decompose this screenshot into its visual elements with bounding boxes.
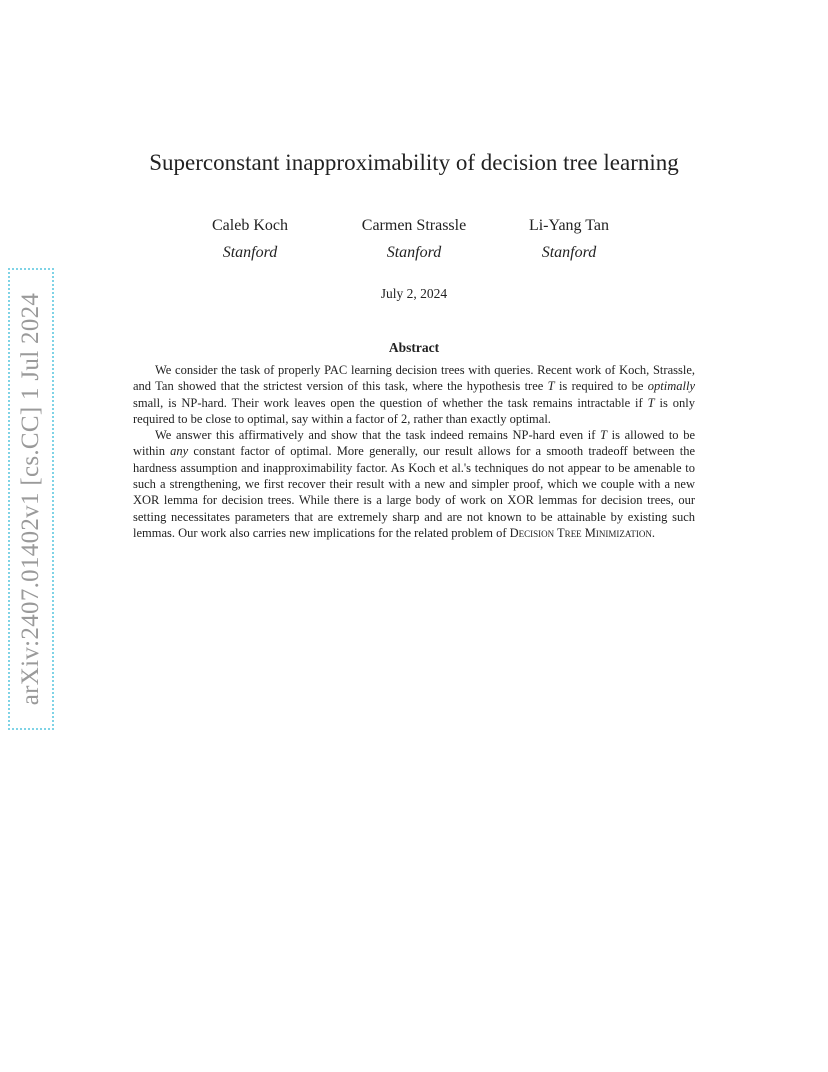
text-run: small, is NP-hard. Their work leaves open the question of whether the task remains intractable if — [133, 395, 648, 410]
author-affiliation: Stanford — [222, 244, 278, 261]
text-run: We consider the task of properly PAC learning decision trees with queries. Recent work of Koch, Strassle, and Tan showed that the strictest version of this task, where the hypothesis tree — [133, 363, 695, 394]
arxiv-watermark — [8, 268, 54, 730]
abstract-paragraph-1 — [133, 362, 695, 427]
author-affiliation: Stanford — [386, 244, 442, 261]
author-block-strassle — [324, 212, 504, 266]
emphasis-text: optimally — [647, 379, 695, 394]
abstract-body — [133, 362, 695, 541]
text-run: is required to be — [554, 379, 648, 394]
text-run: constant factor of optimal. More generally, our result allows for a smooth tradeoff between the hardness assumption and inapproximability factor. As Koch et al.'s techniques do not appear to be amenable to such a strengthening, we first recover their result with a new and simpler proof, which we couple with a new XOR lemma for decision trees. While there is a large body of work on XOR lemmas for decision trees, our setting necessitates parameters that are extremely sharp and are not known to be attainable by existing such lemmas. Our work also carries new implications for the related problem of — [133, 444, 695, 540]
author-name: Caleb Koch — [212, 217, 288, 234]
author-block-koch — [160, 212, 340, 266]
text-run: We answer this affirmatively and show that the task indeed remains NP-hard even if — [155, 428, 601, 443]
abstract-paragraph-2 — [133, 427, 695, 541]
author-name: Carmen Strassle — [361, 217, 467, 234]
math-variable: T — [547, 379, 555, 394]
paper-title: Superconstant inapproximability of decision tree learning — [149, 150, 679, 175]
author-affiliation: Stanford — [541, 244, 597, 261]
math-variable: T — [647, 395, 655, 410]
emphasis-text: any — [170, 444, 189, 459]
text-run: . — [651, 525, 656, 540]
text-run: is only required to be close to optimal, say within a factor of 2, rather than exactly optimal. — [133, 395, 695, 426]
math-variable: T — [600, 428, 607, 443]
paper-date: July 2, 2024 — [380, 286, 448, 301]
author-block-tan — [479, 212, 659, 266]
arxiv-identifier: arXiv:2407.01402v1 [cs.CC] 1 Jul 2024 — [17, 292, 44, 706]
problem-name: Decision Tree Minimization — [509, 525, 652, 540]
text-run: is allowed to be within — [133, 428, 696, 459]
abstract-heading: Abstract — [388, 340, 440, 355]
author-name: Li-Yang Tan — [528, 217, 610, 234]
